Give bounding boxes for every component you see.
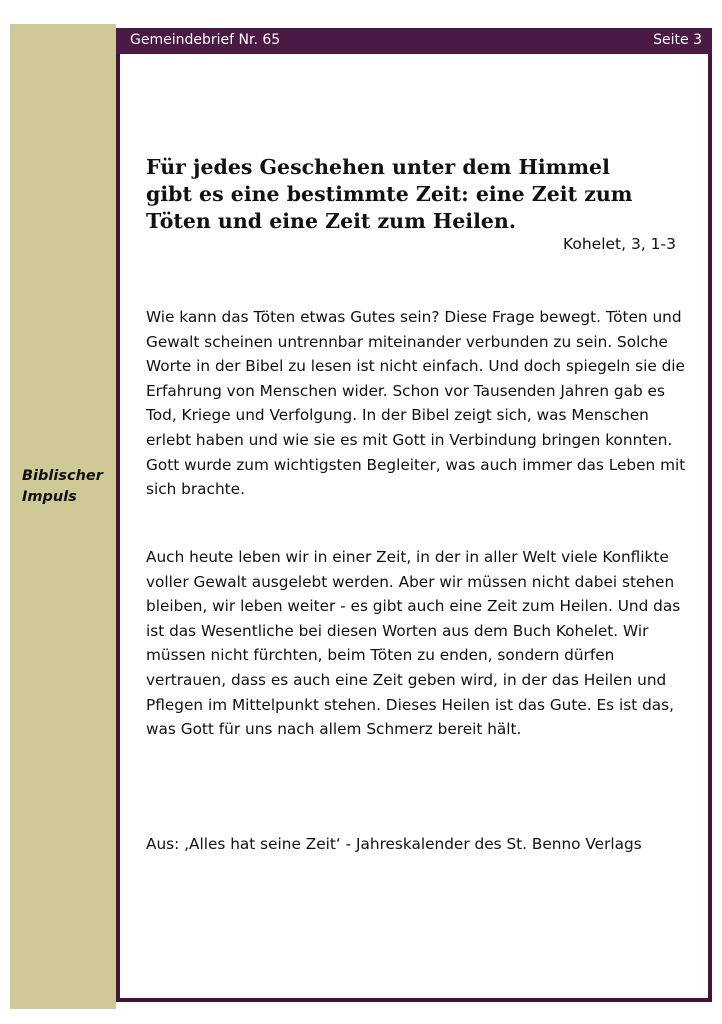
newsletter-title: Gemeindebrief Nr. 65: [130, 32, 281, 48]
paragraph-1: Wie kann das Töten etwas Gutes sein? Diese Frage bewegt. Töten und Gewalt scheinen untrennbar miteinander verbunden zu sein. Solche Worte in der Bibel zu lesen ist nicht einfach. Und doch spiegeln sie die Erfahrung von Menschen wider. Schon vor Tausenden Jahren gab es Tod, Kriege und Verfolgung. In der Bibel zeigt sich, was Menschen erlebt haben und wie sie es mit Gott in Verbindung bringen konnten. Gott wurde zum wichtigsten Begleiter, was auch immer das Leben mit sich brachte.: [146, 308, 686, 499]
quote-line-3: Töten und eine Zeit zum Heilen.: [146, 209, 516, 233]
bible-quote: [146, 154, 686, 235]
sidebar-band: [10, 24, 116, 1009]
attribution: Aus: ‚Alles hat seine Zeit‘ - Jahreskalender des St. Benno Verlags: [146, 835, 642, 853]
paragraph-2: Auch heute leben wir in einer Zeit, in der in aller Welt viele Konflikte voller Gewalt ausgelebt werden. Aber wir müssen nicht dabei stehen bleiben, wir leben weiter - es gibt auch eine Zeit zum Heilen. Und das ist das Wesentliche bei diesen Worten aus dem Buch Kohelet. Wir müssen nicht fürchten, beim Töten zu enden, sondern dürfen vertrauen, dass es auch eine Zeit geben wird, in der das Heilen und Pflegen im Mittelpunkt stehen. Dieses Heilen ist das Gute. Es ist das, was Gott für uns nach allem Schmerz bereit hält.: [146, 548, 681, 739]
sidebar-section-label: [22, 466, 112, 508]
quote-source: Kohelet, 3, 1-3: [562, 235, 676, 253]
sidebar-label-line-1: Biblischer: [22, 468, 103, 484]
sidebar-label-line-2: Impuls: [22, 489, 77, 505]
header-bar: [116, 28, 712, 54]
quote-line-2: gibt es eine bestimmte Zeit: eine Zeit zum: [146, 182, 633, 206]
quote-line-1: Für jedes Geschehen unter dem Himmel: [146, 155, 610, 179]
page-number: Seite 3: [653, 32, 702, 48]
